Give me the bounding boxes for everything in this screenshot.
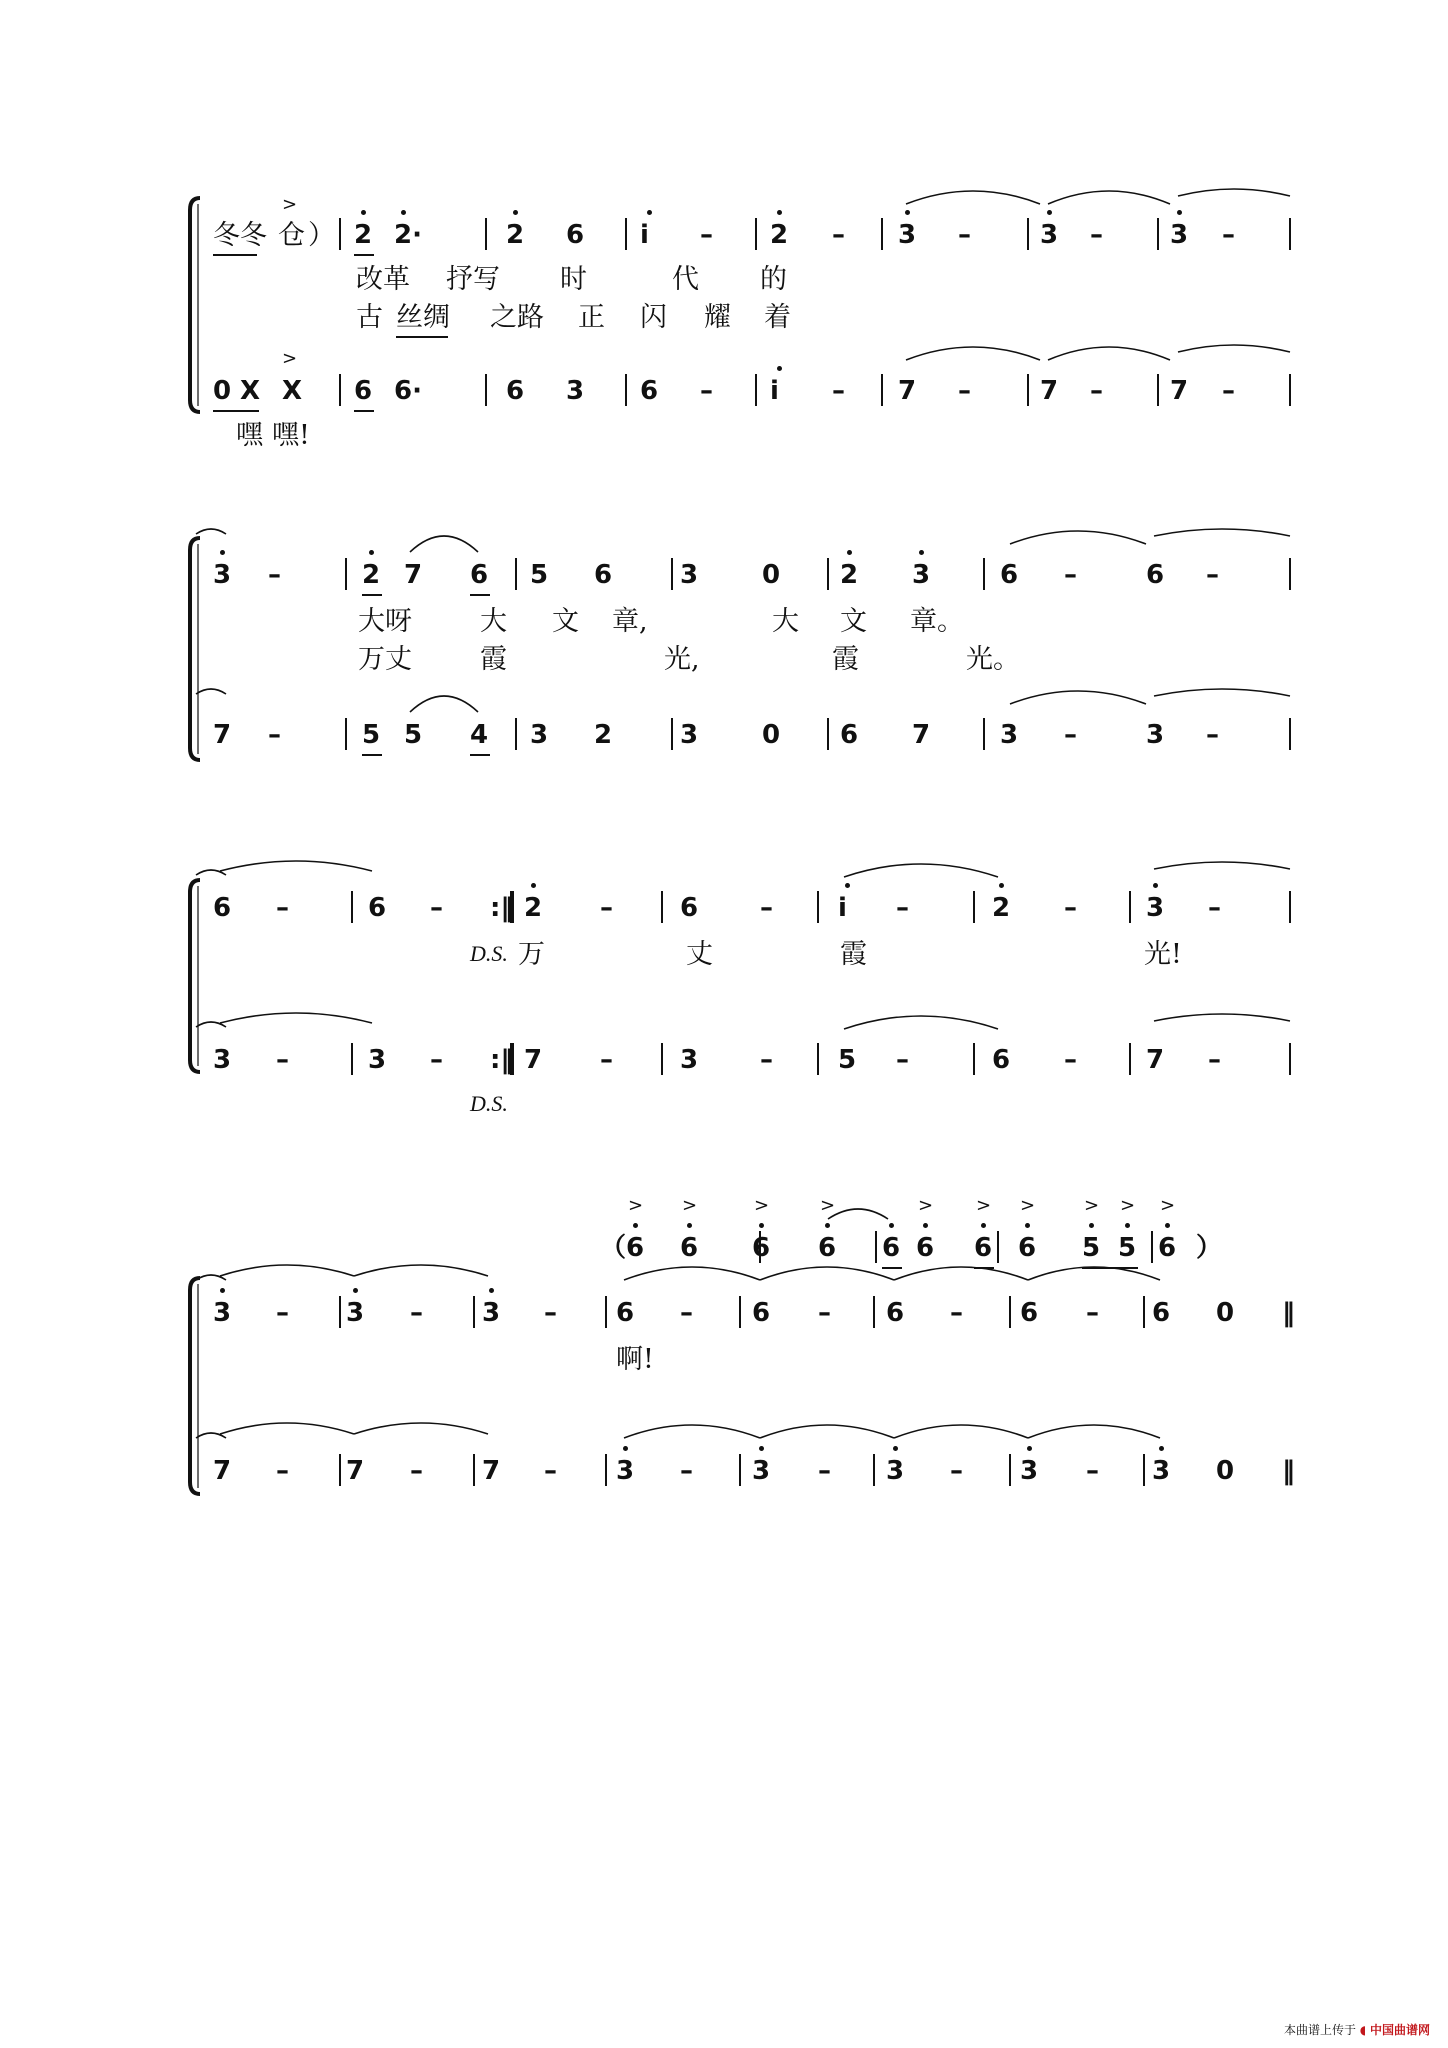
percussion-note: 6 — [752, 1233, 771, 1263]
note: – — [600, 893, 613, 923]
tie-slur — [1028, 1425, 1160, 1438]
note: 3 — [752, 1456, 771, 1486]
tie-slur — [894, 1425, 1028, 1438]
note: 6 — [616, 1298, 635, 1328]
note: 2· — [394, 220, 422, 250]
note: – — [1208, 1045, 1221, 1075]
percussion-note: 6 — [916, 1233, 935, 1263]
octave-dot — [1153, 883, 1158, 888]
note: – — [1090, 220, 1103, 250]
lyric-verse2: 丝绸 — [396, 302, 450, 333]
note: – — [832, 376, 845, 406]
percussion-note: 6 — [1158, 1233, 1177, 1263]
note: – — [896, 893, 909, 923]
note: – — [950, 1456, 963, 1486]
note: – — [1090, 376, 1103, 406]
note: 2 — [594, 720, 613, 750]
lyric-verse2: 霞 — [832, 644, 859, 675]
note: 2 — [524, 893, 543, 923]
octave-dot — [923, 1223, 928, 1228]
octave-dot — [353, 1288, 358, 1293]
lyric-verse2: 古 — [356, 302, 383, 333]
note: – — [430, 893, 443, 923]
note: 6 — [840, 720, 859, 750]
note: – — [1064, 893, 1077, 923]
note: 3 — [1020, 1456, 1039, 1486]
octave-dot — [531, 883, 536, 888]
note: – — [276, 1456, 289, 1486]
note: 7 — [482, 1456, 501, 1486]
note: – — [1206, 720, 1219, 750]
note: – — [760, 1045, 773, 1075]
note: 2 — [840, 560, 859, 590]
accent-mark: > — [918, 1195, 934, 1216]
tie-slur — [906, 191, 1040, 204]
note: – — [1086, 1456, 1099, 1486]
octave-dot — [1165, 1223, 1170, 1228]
footer — [1284, 2021, 1430, 2038]
note: – — [832, 220, 845, 250]
footer-text: 本曲谱上传于 — [1283, 2023, 1356, 2037]
note: 3 — [368, 1045, 387, 1075]
note: 0 — [1216, 1456, 1235, 1486]
accent-mark: > — [820, 1195, 836, 1216]
duration-underline — [1082, 1267, 1138, 1269]
octave-dot — [893, 1446, 898, 1451]
accent-mark: > — [1020, 1195, 1036, 1216]
lead-x: X — [240, 376, 261, 406]
accent-mark: > — [282, 348, 298, 369]
note: – — [958, 376, 971, 406]
lyric-verse2: 光, — [664, 644, 700, 675]
octave-dot — [981, 1223, 986, 1228]
note: 3 — [912, 560, 931, 590]
tie-slur — [894, 1267, 1028, 1280]
octave-dot — [220, 550, 225, 555]
accent-mark: > — [754, 1195, 770, 1216]
note: 5 — [362, 720, 381, 750]
lyric-verse2: 霞 — [480, 644, 507, 675]
percussion-note: 5 — [1118, 1233, 1137, 1263]
lyric-verse2: 耀 — [704, 302, 731, 333]
note: 3 — [213, 1298, 232, 1328]
duration-underline — [470, 594, 490, 596]
tie-slur — [906, 347, 1040, 360]
lyric-verse1: 时 — [560, 264, 587, 295]
lyric-verse2: 万丈 — [358, 644, 412, 675]
accent-mark: > — [1120, 1195, 1136, 1216]
repeat-sign: :‖ — [490, 1045, 514, 1075]
octave-dot — [1027, 1446, 1032, 1451]
note: 3 — [1146, 893, 1165, 923]
tie-slur — [1048, 347, 1170, 360]
note: – — [896, 1045, 909, 1075]
note: 2 — [362, 560, 381, 590]
note: – — [544, 1456, 557, 1486]
note: – — [958, 220, 971, 250]
note: – — [818, 1456, 831, 1486]
tie-slur — [1178, 345, 1290, 352]
lyric-verse1: 抒写 — [446, 264, 500, 295]
accent-mark: > — [282, 194, 298, 215]
lyric-verse1: 大 — [772, 606, 799, 637]
note: 5 — [838, 1045, 857, 1075]
note: 6 — [594, 560, 613, 590]
note: – — [410, 1456, 423, 1486]
note: 6 — [213, 893, 232, 923]
lyric-verse2: 光。 — [966, 644, 1020, 675]
duration-underline — [213, 410, 259, 412]
octave-dot — [759, 1223, 764, 1228]
duration-underline — [354, 410, 374, 412]
lyric-verse1: 的 — [760, 264, 787, 295]
lyric-verse1: 文 — [552, 606, 579, 637]
note: – — [430, 1045, 443, 1075]
lyric-verse1: 章, — [612, 606, 648, 637]
lyric: 丈 — [686, 939, 713, 970]
lyric: 霞 — [840, 939, 867, 970]
percussion-note: ） — [1196, 1233, 1223, 1263]
note: 6 — [1020, 1298, 1039, 1328]
lyric-verse1: 大 — [480, 606, 507, 637]
lead-drum-text: 冬冬 — [213, 220, 267, 251]
note: 3 — [1146, 720, 1165, 750]
tie-slur — [828, 1209, 888, 1219]
note: i — [640, 220, 649, 250]
note: 6 — [680, 893, 699, 923]
note: – — [1222, 220, 1235, 250]
duration-underline — [396, 336, 448, 338]
octave-dot — [919, 550, 924, 555]
note: 6· — [394, 376, 422, 406]
octave-dot — [361, 210, 366, 215]
note: – — [1064, 1045, 1077, 1075]
percussion-note: 6 — [626, 1233, 645, 1263]
tie-slur — [1010, 531, 1146, 544]
tie-slur — [410, 696, 478, 712]
note: – — [760, 893, 773, 923]
tie-slur — [760, 1425, 894, 1438]
note: 0 — [762, 560, 781, 590]
repeat-sign: :‖ — [490, 893, 514, 923]
duration-underline — [362, 754, 382, 756]
note: – — [680, 1298, 693, 1328]
note: – — [700, 376, 713, 406]
lyric-verse1: 代 — [672, 264, 699, 295]
note: 7 — [213, 720, 232, 750]
octave-dot — [647, 210, 652, 215]
note: 2 — [770, 220, 789, 250]
note: 7 — [898, 376, 917, 406]
note: – — [818, 1298, 831, 1328]
note: 7 — [213, 1456, 232, 1486]
octave-dot — [1125, 1223, 1130, 1228]
note: 2 — [354, 220, 373, 250]
note: 3 — [680, 1045, 699, 1075]
duration-underline — [974, 1267, 994, 1269]
note: – — [1064, 720, 1077, 750]
note: 5 — [530, 560, 549, 590]
octave-dot — [1089, 1223, 1094, 1228]
tie-slur — [1010, 691, 1146, 704]
note: 3 — [213, 560, 232, 590]
duration-underline — [213, 254, 257, 256]
note: – — [1064, 560, 1077, 590]
note: 6 — [1000, 560, 1019, 590]
lyric-verse2: 着 — [764, 302, 791, 333]
tie-slur — [410, 536, 478, 552]
note: 6 — [640, 376, 659, 406]
note: – — [680, 1456, 693, 1486]
accent-mark: > — [682, 1195, 698, 1216]
lead-rest: 0 — [213, 376, 232, 406]
tie-slur — [354, 1423, 488, 1434]
octave-dot — [1025, 1223, 1030, 1228]
note: 7 — [1146, 1045, 1165, 1075]
note: – — [276, 1045, 289, 1075]
note: 3 — [680, 560, 699, 590]
lyric-verse1: 改革 — [356, 264, 410, 295]
tie-slur — [624, 1267, 760, 1280]
lyric-verse2: 正 — [578, 302, 605, 333]
octave-dot — [1177, 210, 1182, 215]
percussion-note: 6 — [974, 1233, 993, 1263]
note: 6 — [470, 560, 489, 590]
note: 0 — [762, 720, 781, 750]
octave-dot — [369, 550, 374, 555]
note: – — [1208, 893, 1221, 923]
lead-paren: ） — [308, 220, 335, 251]
octave-dot — [513, 210, 518, 215]
note: 3 — [566, 376, 585, 406]
octave-dot — [889, 1223, 894, 1228]
tie-slur — [220, 1013, 372, 1023]
percussion-note: 6 — [1018, 1233, 1037, 1263]
percussion-note: 6 — [818, 1233, 837, 1263]
note: 6 — [1152, 1298, 1171, 1328]
note: 6 — [506, 376, 525, 406]
note: 7 — [404, 560, 423, 590]
ds-marking: D.S. — [470, 1091, 508, 1116]
tie-slur — [1154, 529, 1290, 536]
lyric: 啊! — [616, 1344, 654, 1375]
note: 6 — [566, 220, 585, 250]
octave-dot — [777, 210, 782, 215]
tie-slur — [844, 864, 998, 877]
percussion-note: 5 — [1082, 1233, 1101, 1263]
duration-underline — [882, 1267, 902, 1269]
note: 3 — [1040, 220, 1059, 250]
tie-slur — [196, 529, 226, 534]
lead-gong-text: 仓 — [278, 220, 305, 251]
lyric: 万 — [518, 939, 545, 970]
note: 2 — [506, 220, 525, 250]
note: 3 — [346, 1298, 365, 1328]
footer-brand: 中国曲谱网 — [1369, 2023, 1430, 2037]
note: 6 — [368, 893, 387, 923]
note: 3 — [898, 220, 917, 250]
duration-underline — [362, 594, 382, 596]
lyric-verse2: 闪 — [640, 302, 667, 333]
octave-dot — [845, 883, 850, 888]
note: 3 — [1152, 1456, 1171, 1486]
note: – — [544, 1298, 557, 1328]
final-barline: ‖ — [1282, 1456, 1295, 1486]
note: – — [276, 1298, 289, 1328]
note: 6 — [752, 1298, 771, 1328]
octave-dot — [623, 1446, 628, 1451]
ds-marking: D.S. — [470, 941, 508, 966]
note: 7 — [912, 720, 931, 750]
note: 2 — [992, 893, 1011, 923]
octave-dot — [847, 550, 852, 555]
note: 3 — [886, 1456, 905, 1486]
note: 7 — [1170, 376, 1189, 406]
note: i — [770, 376, 779, 406]
octave-dot — [1047, 210, 1052, 215]
note: 3 — [616, 1456, 635, 1486]
note: 3 — [213, 1045, 232, 1075]
octave-dot — [825, 1223, 830, 1228]
octave-dot — [220, 1288, 225, 1293]
note: – — [1086, 1298, 1099, 1328]
note: 7 — [1040, 376, 1059, 406]
note: – — [600, 1045, 613, 1075]
note: – — [268, 560, 281, 590]
lyric-shout: 嘿 — [236, 420, 263, 451]
lyric-verse2: 之路 — [490, 302, 544, 333]
tie-slur — [220, 1265, 354, 1276]
note: 6 — [992, 1045, 1011, 1075]
note: – — [700, 220, 713, 250]
note: – — [1206, 560, 1219, 590]
note: – — [268, 720, 281, 750]
note: 4 — [470, 720, 489, 750]
lead-x: X — [282, 376, 303, 406]
note: i — [838, 893, 847, 923]
octave-dot — [759, 1446, 764, 1451]
octave-dot — [905, 210, 910, 215]
final-barline: ‖ — [1282, 1298, 1295, 1328]
tie-slur — [844, 1016, 998, 1029]
tie-slur — [1154, 862, 1290, 869]
octave-dot — [777, 366, 782, 371]
octave-dot — [633, 1223, 638, 1228]
lyric-verse1: 文 — [840, 606, 867, 637]
note: – — [410, 1298, 423, 1328]
tie-slur — [196, 689, 226, 694]
lyric: 光! — [1144, 939, 1182, 970]
accent-mark: > — [1160, 1195, 1176, 1216]
duration-underline — [470, 754, 490, 756]
percussion-note: 6 — [680, 1233, 699, 1263]
lyric-shout: 嘿! — [272, 420, 310, 451]
footer-logo-icon: ◖ — [1359, 2023, 1367, 2037]
tie-slur — [220, 861, 372, 871]
octave-dot — [687, 1223, 692, 1228]
octave-dot — [1159, 1446, 1164, 1451]
tie-slur — [624, 1425, 760, 1438]
accent-mark: > — [1084, 1195, 1100, 1216]
note: 6 — [1146, 560, 1165, 590]
note: 7 — [524, 1045, 543, 1075]
tie-slur — [220, 1423, 354, 1434]
percussion-note: 6 — [882, 1233, 901, 1263]
lyric-verse1: 章。 — [910, 606, 964, 637]
octave-dot — [999, 883, 1004, 888]
note: 3 — [1170, 220, 1189, 250]
tie-slur — [1048, 191, 1170, 204]
octave-dot — [401, 210, 406, 215]
note: 6 — [886, 1298, 905, 1328]
note: 5 — [404, 720, 423, 750]
note: 3 — [1000, 720, 1019, 750]
note: – — [950, 1298, 963, 1328]
tie-slur — [1154, 689, 1290, 696]
percussion-note: （ — [600, 1233, 627, 1263]
tie-slur — [354, 1265, 488, 1276]
note: 3 — [482, 1298, 501, 1328]
duration-underline — [354, 254, 374, 256]
note: – — [1222, 376, 1235, 406]
note: 6 — [354, 376, 373, 406]
note: 3 — [680, 720, 699, 750]
note: 0 — [1216, 1298, 1235, 1328]
tie-slur — [760, 1267, 894, 1280]
lyric-verse1: 大呀 — [358, 606, 412, 637]
octave-dot — [489, 1288, 494, 1293]
accent-mark: > — [976, 1195, 992, 1216]
note: – — [276, 893, 289, 923]
accent-mark: > — [628, 1195, 644, 1216]
note: 7 — [346, 1456, 365, 1486]
tie-slur — [1154, 1014, 1290, 1021]
note: 3 — [530, 720, 549, 750]
tie-slur — [1178, 189, 1290, 196]
